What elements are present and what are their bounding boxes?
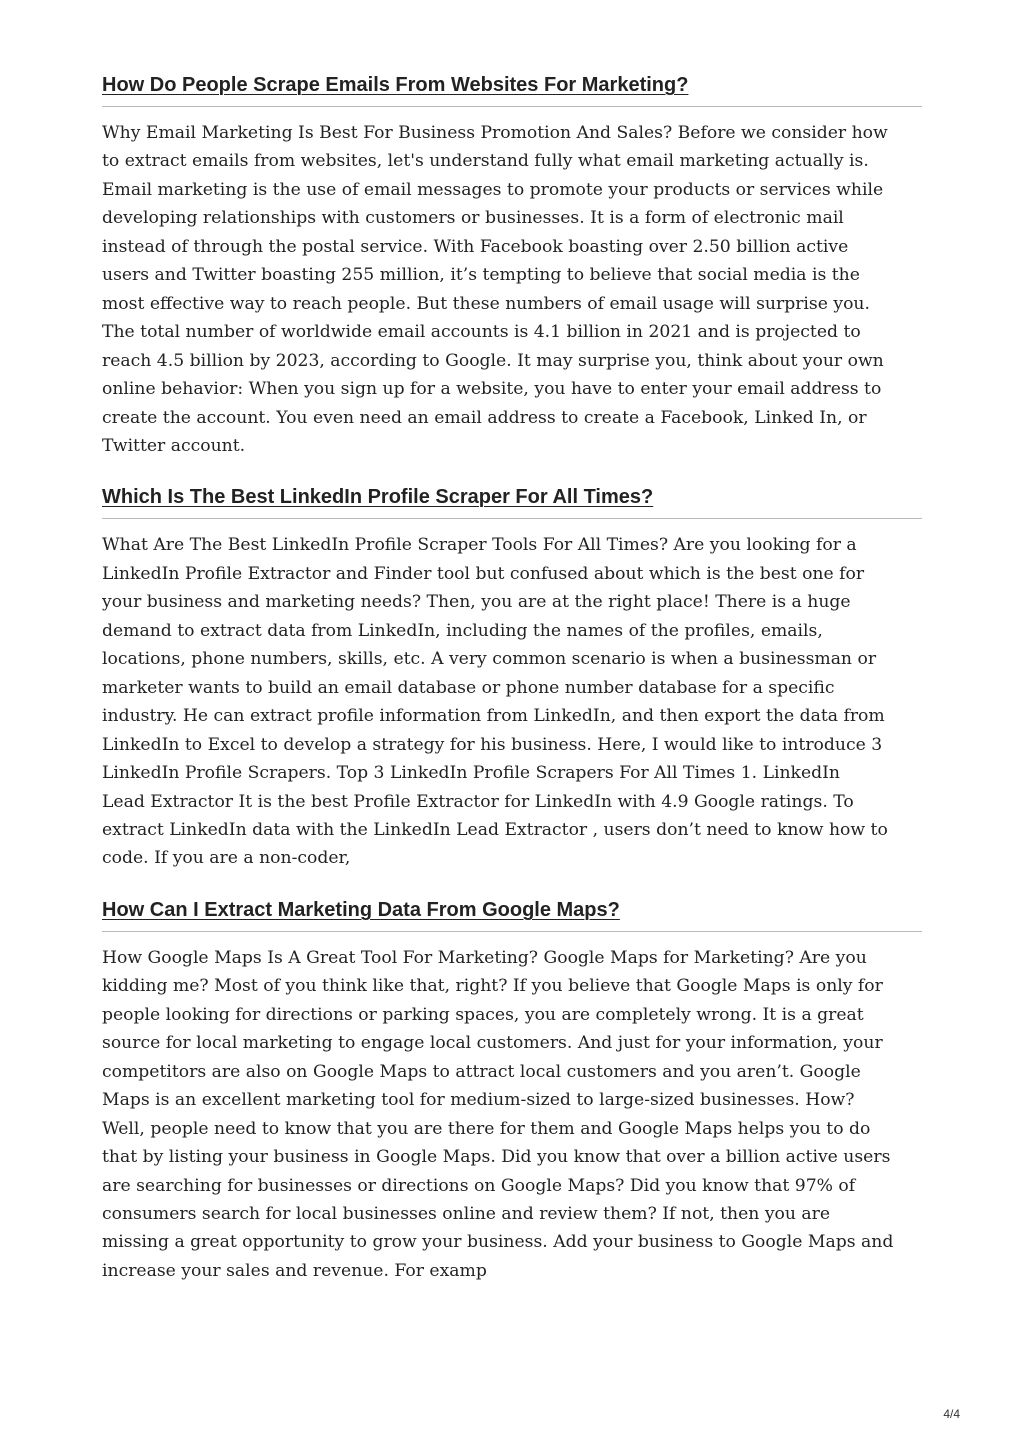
- article-title-link[interactable]: Which Is The Best LinkedIn Profile Scraper For All Times?: [102, 482, 922, 519]
- article-google-maps-extraction: [102, 895, 922, 1285]
- article-linkedin-scraper: [102, 482, 922, 872]
- article-excerpt: What Are The Best LinkedIn Profile Scraper Tools For All Times? Are you looking for a LinkedIn Profile Extractor and Finder tool but confused about which is the best one for your business and marketing needs? Then, you are at the right place! There is a huge demand to extract data from LinkedIn, including the names of the profiles, emails, locations, phone numbers, skills, etc. A very common scenario is when a businessman or marketer wants to build an email database or phone number database for a specific industry. He can extract profile information from LinkedIn, and then export the data from LinkedIn to Excel to develop a strategy for his business. Here, I would like to introduce 3 LinkedIn Profile Scrapers. Top 3 LinkedIn Profile Scrapers For All Times 1. LinkedIn Lead Extractor It is the best Profile Extractor for LinkedIn with 4.9 Google ratings. To extract LinkedIn data with the LinkedIn Lead Extractor , users don’t need to know how to code. If you are a non-coder,: [102, 535, 888, 869]
- page-number: 4/4: [943, 1407, 960, 1421]
- article-title-link[interactable]: How Do People Scrape Emails From Websites For Marketing?: [102, 70, 922, 107]
- article-title-link[interactable]: How Can I Extract Marketing Data From Google Maps?: [102, 895, 922, 932]
- article-excerpt: How Google Maps Is A Great Tool For Marketing? Google Maps for Marketing? Are you kidding me? Most of you think like that, right? If you believe that Google Maps is only for people looking for directions or parking spaces, you are completely wrong. It is a great source for local marketing to engage local customers. And just for your information, your competitors are also on Google Maps to attract local customers and you aren’t. Google Maps is an excellent marketing tool for medium-sized to large-sized businesses. How? Well, people need to know that you are there for them and Google Maps helps you to do that by listing your business in Google Maps. Did you know that over a billion active users are searching for businesses or directions on Google Maps? Did you know that 97% of consumers search for local businesses online and review them? If not, then you are missing a great opportunity to grow your business. Add your business to Google Maps and increase your sales and revenue. For examp: [102, 947, 894, 1281]
- article-email-scraping: [102, 70, 922, 460]
- article-excerpt: Why Email Marketing Is Best For Business Promotion And Sales? Before we consider how to extract emails from websites, let's understand fully what email marketing actually is. Email marketing is the use of email messages to promote your products or services while developing relationships with customers or businesses. It is a form of electronic mail instead of through the postal service. With Facebook boasting over 2.50 billion active users and Twitter boasting 255 million, it’s tempting to believe that social media is the most effective way to reach people. But these numbers of email usage will surprise you. The total number of worldwide email accounts is 4.1 billion in 2021 and is projected to reach 4.5 billion by 2023, according to Google. It may surprise you, think about your own online behavior: When you sign up for a website, you have to enter your email address to create the account. You even need an email address to create a Facebook, Linked In, or Twitter account.: [102, 123, 888, 456]
- document-page: [102, 70, 922, 1285]
